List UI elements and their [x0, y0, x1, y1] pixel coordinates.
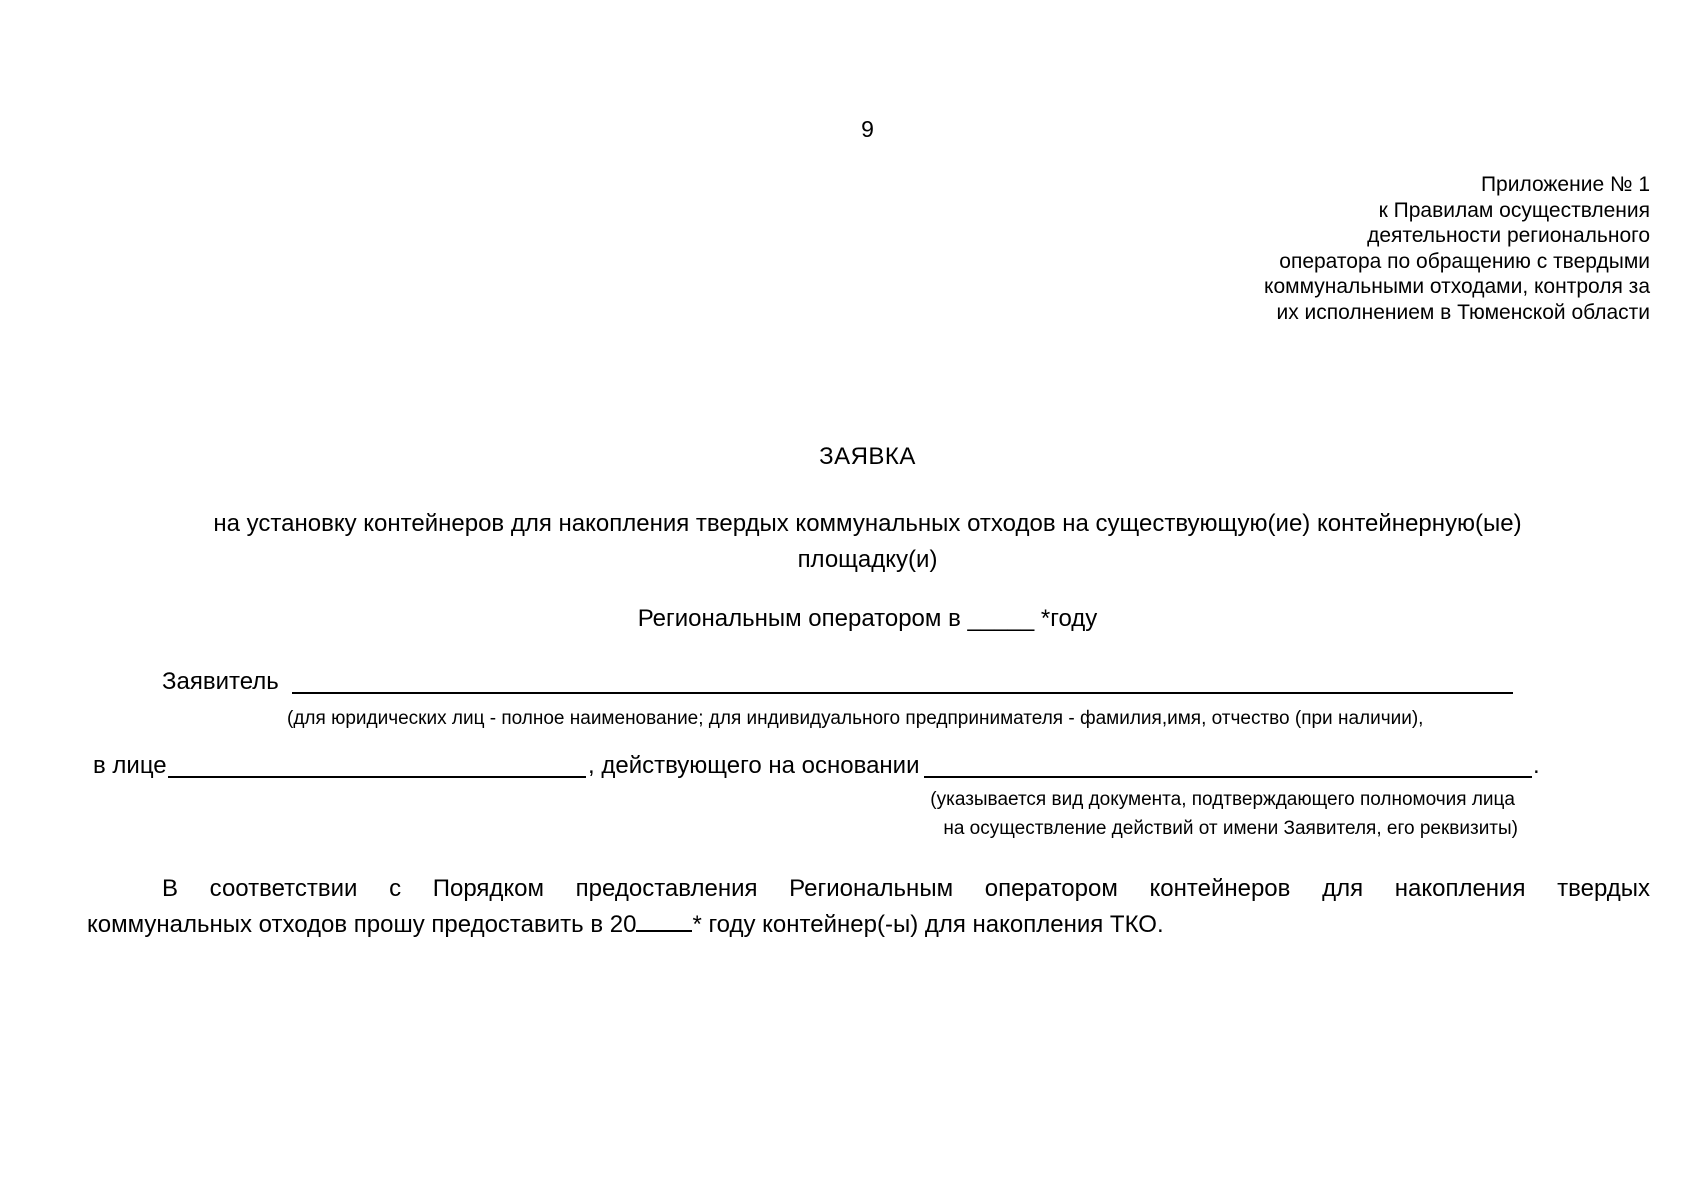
applicant-hint: (для юридических лиц - полное наименование; для индивидуального предпринимателя - фамилия,имя, отчество (при наличии),: [287, 708, 1424, 729]
document-subtitle: [100, 506, 1635, 578]
authority-hint: на осуществление действий от имени Заявителя, его реквизиты): [943, 818, 1518, 839]
appendix-line: деятельности регионального: [1367, 224, 1650, 248]
page-number: 9: [861, 116, 874, 142]
appendix-line: их исполнением в Тюменской области: [1276, 300, 1650, 324]
appendix-reference: [1264, 172, 1650, 326]
subtitle-line: площадку(и): [797, 546, 938, 573]
paragraph-text: * году контейнер(-ы) для накопления ТКО.: [692, 911, 1164, 938]
appendix-line: Приложение № 1: [1480, 173, 1650, 196]
paragraph-line: [87, 911, 1164, 938]
year-line: Региональным оператором в _____ *году: [637, 605, 1098, 632]
paragraph-line: В соответствии с Порядком предоставления Региональным оператором контейнеров для накопления твердых: [162, 875, 1650, 902]
paragraph-text: коммунальных отходов прошу предоставить в 20: [87, 911, 637, 938]
applicant-label: Заявитель: [162, 668, 279, 695]
appendix-line: к Правилам осуществления: [1378, 198, 1650, 222]
appendix-line: оператора по обращению с твердыми: [1279, 249, 1650, 273]
proxy-label: в лице: [93, 752, 167, 779]
year-field[interactable]: [636, 930, 692, 932]
representative-field[interactable]: [168, 776, 586, 778]
authority-hint: (указывается вид документа, подтверждающего полномочия лица: [930, 789, 1515, 810]
proxy-end: .: [1533, 752, 1540, 779]
authority-field[interactable]: [924, 776, 1532, 778]
authority-label: , действующего на основании: [588, 752, 920, 779]
document-title: ЗАЯВКА: [819, 443, 916, 470]
appendix-line: коммунальными отходами, контроля за: [1264, 275, 1650, 299]
applicant-field[interactable]: [292, 692, 1513, 694]
request-paragraph: [87, 871, 1650, 943]
subtitle-line: на установку контейнеров для накопления твердых коммунальных отходов на существующую(ие) контейнерную(ые): [213, 510, 1522, 537]
